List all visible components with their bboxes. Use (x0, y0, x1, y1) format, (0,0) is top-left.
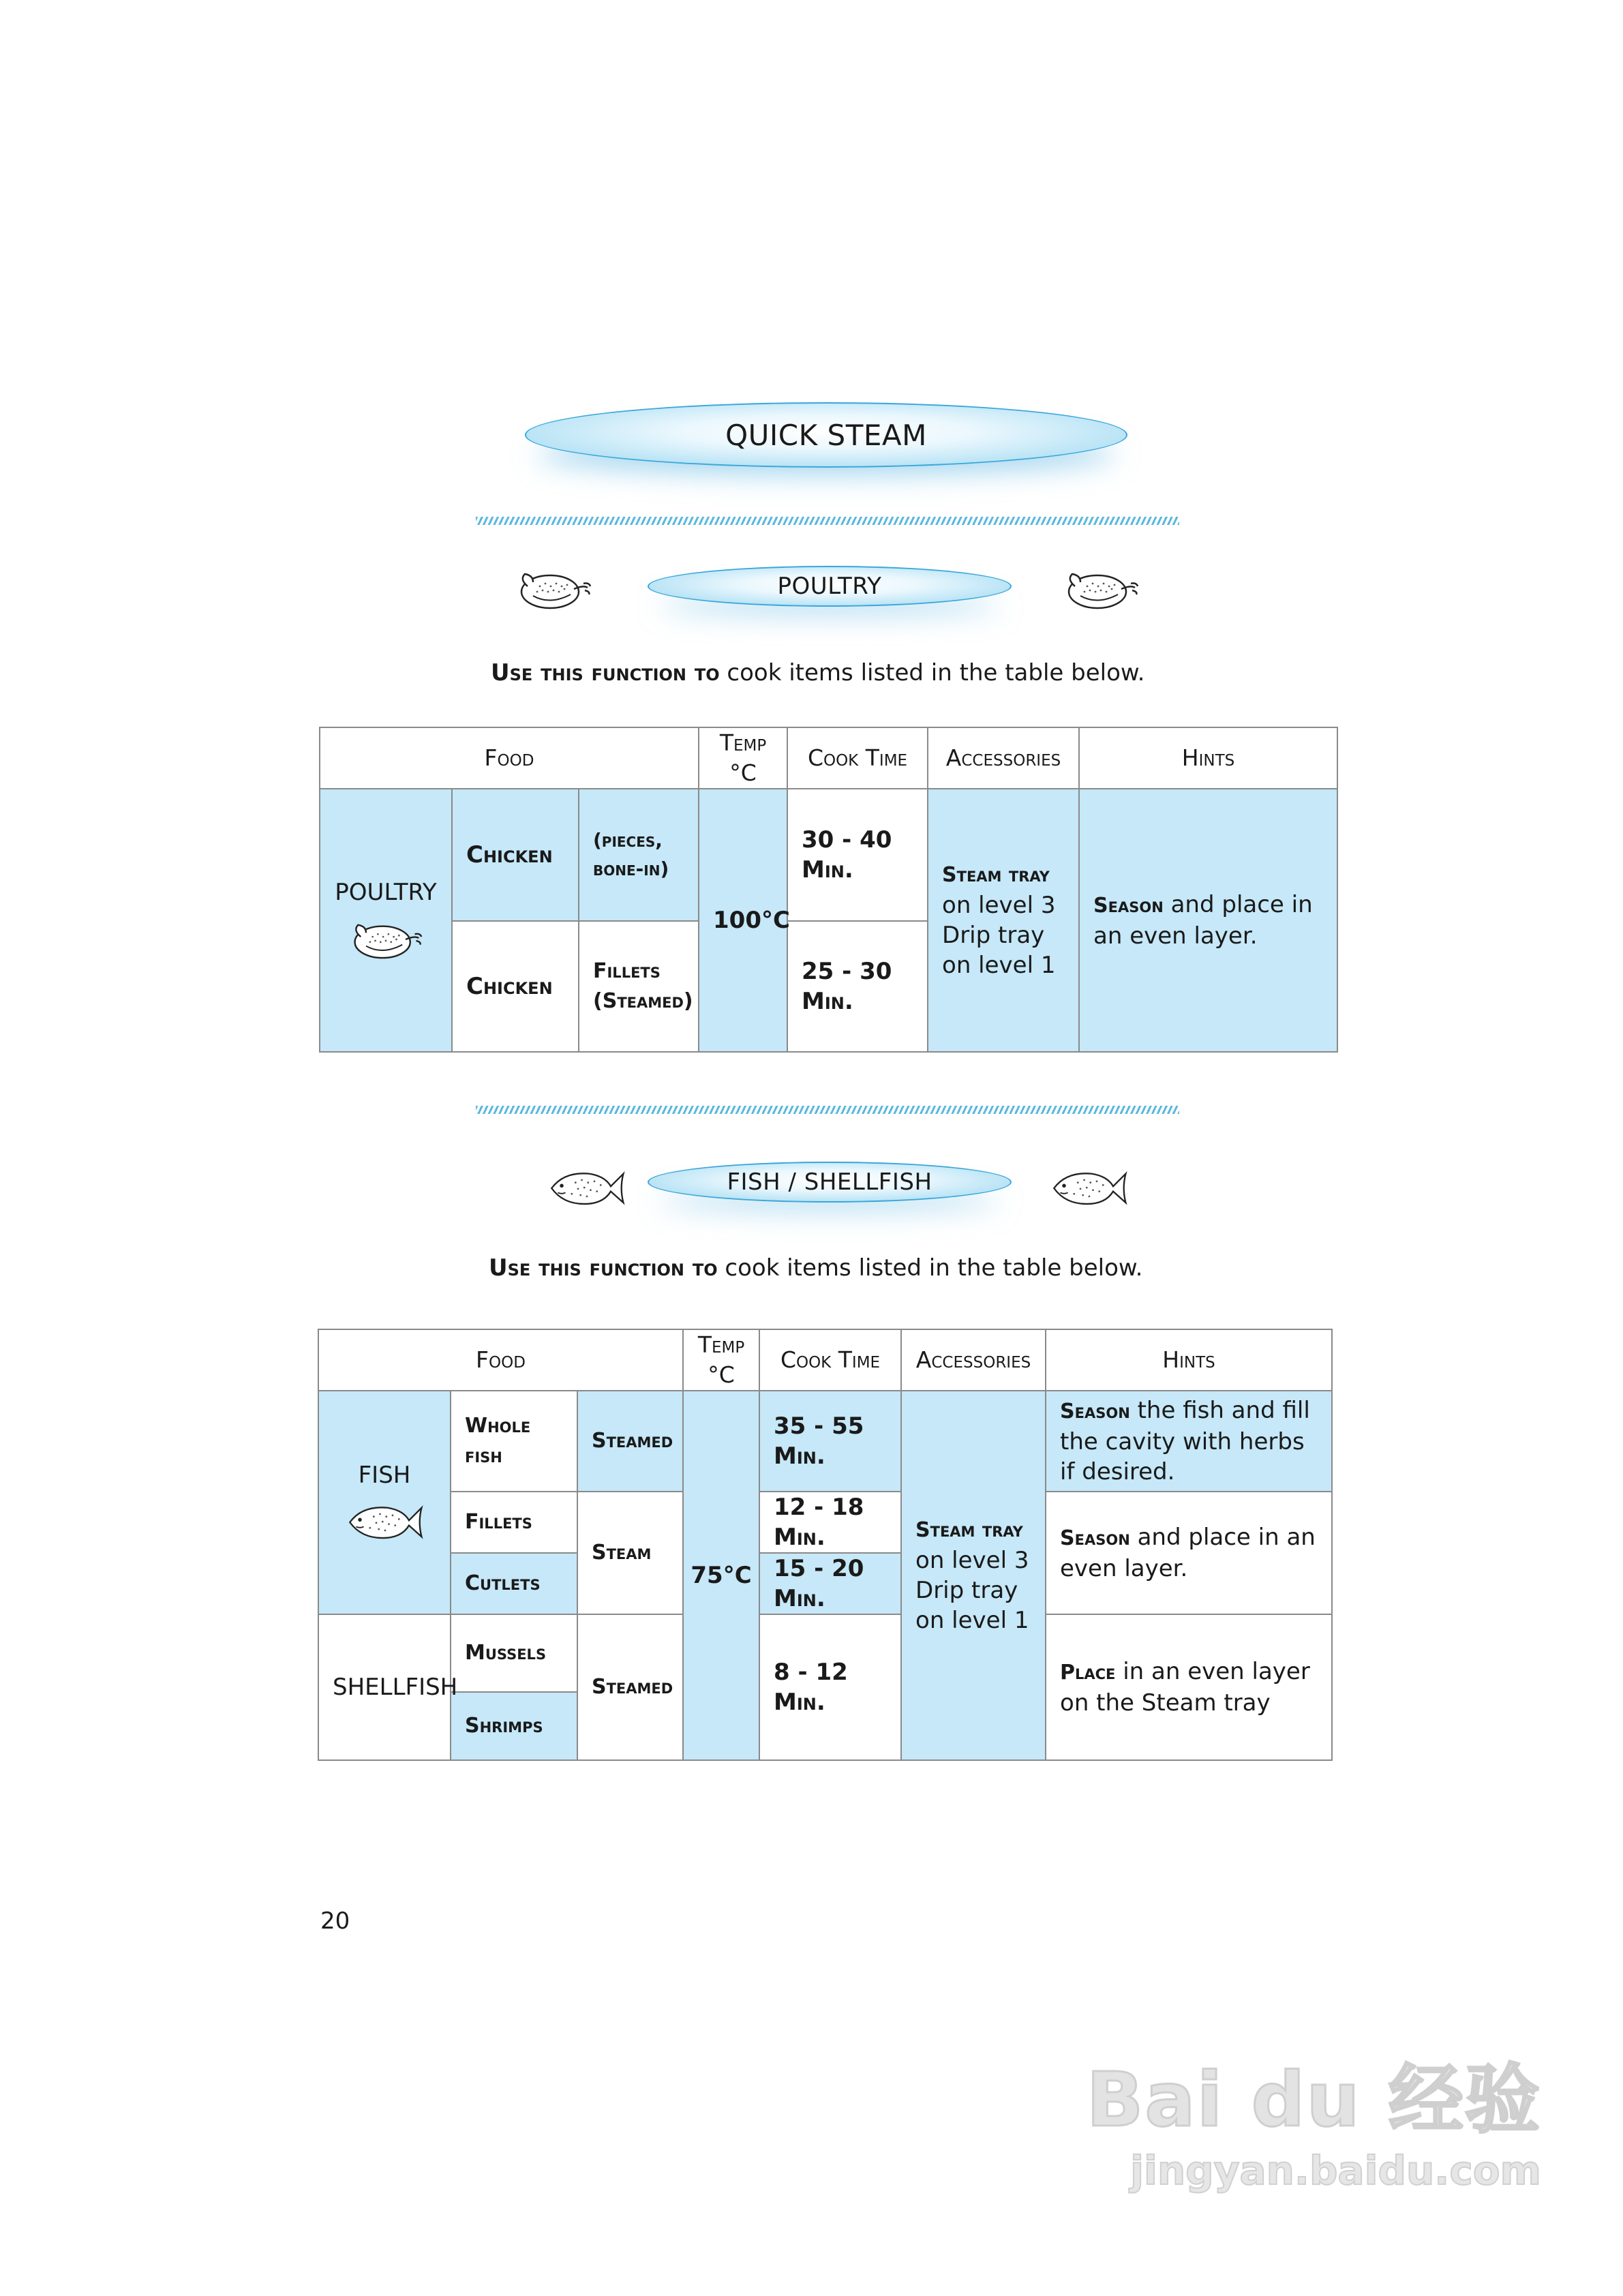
fish-icon (1048, 1166, 1129, 1211)
header-hints: Hints (1079, 727, 1337, 789)
accessory-line: on level 1 (915, 1607, 1029, 1634)
hint-cell (1079, 789, 1337, 1052)
header-cook-time: Cook Time (787, 727, 928, 789)
detail-line: (pieces, (593, 829, 663, 851)
detail-line: Fillets (593, 959, 661, 983)
food-item: Mussels (451, 1614, 577, 1692)
accessory-line: on level 3 (915, 1547, 1029, 1574)
accessory-line: on level 1 (942, 952, 1056, 979)
cook-time: 30 - 40 Min. (787, 789, 928, 921)
poultry-table (319, 727, 1338, 1053)
accessory-lead: Steam tray (915, 1518, 1023, 1542)
header-hints: Hints (1046, 1329, 1332, 1391)
temp-value: 100°C (699, 789, 787, 1052)
header-food: Food (318, 1329, 683, 1391)
food-detail (579, 921, 699, 1052)
section-divider (476, 517, 1179, 525)
fish-table (318, 1329, 1333, 1761)
accessory-lead: Steam tray (942, 863, 1050, 887)
hint-lead: Season (1060, 1400, 1130, 1423)
section-divider (476, 1106, 1179, 1114)
poultry-banner (648, 566, 1012, 607)
cook-method: Steamed (577, 1391, 683, 1492)
poultry-intro (491, 659, 1144, 686)
header-temp: Temp °C (683, 1329, 759, 1391)
cook-time: 15 - 20 Min. (759, 1553, 901, 1614)
hint-text: in an even layer on the Steam tray (1060, 1658, 1310, 1717)
page-title: QUICK STEAM (725, 418, 927, 452)
category-fish: FISH (358, 1462, 411, 1489)
header-accessories: Accessories (928, 727, 1079, 789)
title-banner (525, 402, 1127, 468)
header-food: Food (320, 727, 699, 789)
chicken-icon (346, 917, 425, 963)
hint-text: and place in an even layer. (1093, 891, 1313, 950)
header-accessories: Accessories (901, 1329, 1046, 1391)
accessory-line: Drip tray (915, 1577, 1018, 1604)
hint-text: the fish and fill the cavity with herbs if desired. (1060, 1397, 1310, 1485)
intro-rest: cook items listed in the table below. (717, 1254, 1143, 1282)
intro-lead: Use this function to (491, 659, 720, 686)
watermark-brand: Bai du 经验 (1086, 2056, 1541, 2143)
hint-text: and place in an even layer. (1060, 1524, 1316, 1582)
food-item: Chicken (452, 789, 579, 921)
food-item: Whole fish (451, 1391, 577, 1492)
fish-banner (648, 1162, 1012, 1203)
hint-lead: Season (1060, 1526, 1130, 1550)
food-item: Shrimps (451, 1692, 577, 1760)
accessory-line: on level 3 (942, 892, 1056, 919)
detail-line: bone-in) (593, 858, 669, 880)
hint-cell (1046, 1614, 1332, 1760)
category-shellfish: SHELLFISH (318, 1614, 451, 1760)
poultry-label: POULTRY (777, 573, 882, 600)
detail-line: (Steamed) (593, 989, 693, 1013)
header-cook-time: Cook Time (759, 1329, 901, 1391)
food-item: Chicken (452, 921, 579, 1052)
category-cell (318, 1391, 451, 1614)
category-poultry: POULTRY (335, 879, 437, 906)
chicken-icon (513, 566, 594, 614)
cook-time: 25 - 30 Min. (787, 921, 928, 1052)
fish-label: FISH / SHELLFISH (727, 1168, 932, 1196)
cook-time: 35 - 55 Min. (759, 1391, 901, 1492)
hint-lead: Season (1093, 894, 1164, 918)
intro-lead: Use this function to (489, 1254, 718, 1282)
fish-icon (545, 1166, 627, 1211)
page-number: 20 (320, 1907, 350, 1935)
watermark (1087, 2040, 1541, 2194)
food-item: Cutlets (451, 1553, 577, 1614)
cook-method: Steam (577, 1492, 683, 1614)
chicken-icon (1060, 566, 1142, 614)
hint-cell (1046, 1391, 1332, 1492)
temp-value: 75°C (683, 1391, 759, 1760)
fish-icon (344, 1500, 425, 1545)
accessories-cell (928, 789, 1079, 1052)
cook-time: 12 - 18 Min. (759, 1492, 901, 1553)
header-temp: Temp °C (699, 727, 787, 789)
intro-rest: cook items listed in the table below. (719, 659, 1145, 686)
watermark-url: jingyan.baidu.com (1130, 2147, 1541, 2194)
food-item: Fillets (451, 1492, 577, 1553)
accessory-line: Drip tray (942, 922, 1045, 949)
hint-lead: Place (1060, 1661, 1116, 1685)
fish-intro (489, 1254, 1142, 1282)
category-cell (320, 789, 452, 1052)
accessories-cell (901, 1391, 1046, 1760)
cook-time: 8 - 12 Min. (759, 1614, 901, 1760)
cook-method: Steamed (577, 1614, 683, 1760)
food-detail (579, 789, 699, 921)
hint-cell (1046, 1492, 1332, 1614)
